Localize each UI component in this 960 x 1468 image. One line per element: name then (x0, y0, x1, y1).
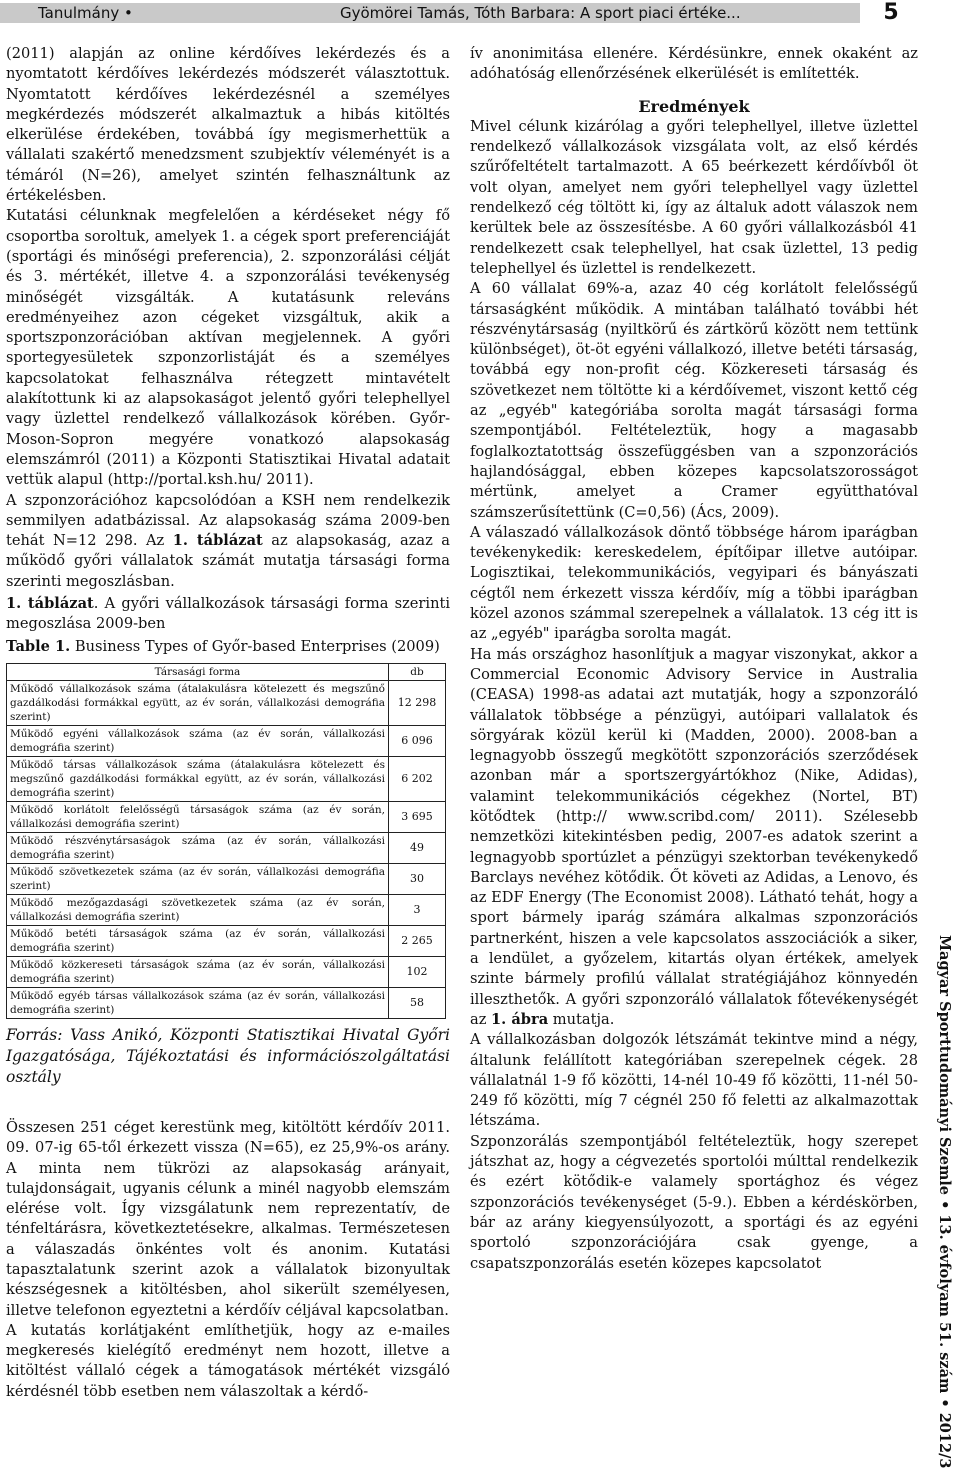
paragraph: Szponzorálás szempontjából feltételeztük, hogy szerepet játszhat az, hogy a cégvezetés sportolói múlttal rendelkezik és ezért kötődik-e valamely sportághoz és végez szponzorációs tevékenységet (5-9.). Ebben a kérdéskörben, bár az arány kiegyensúlyozott, a sportági és az egyéni sportoló szponzorációjára csak gyenge, a csapatszponzorálás esetén közepes kapcsolatot (470, 1132, 918, 1272)
count-cell: 3 695 (389, 801, 446, 832)
table-row (7, 832, 446, 863)
business-type-cell: Működő egyéb társas vállalkozások száma (az év során, vállalkozási demográfia szerint) (7, 987, 389, 1018)
paragraph: A 60 vállalat 69%-a, azaz 40 cég korlátolt felelősségű társaságként működik. A mintában található további hét részvénytársaság (nyiltkörű és zártkörű között nem tettünk különbséget), öt-öt egyéni vállalkozó, illetve betéti társaság, továbbá egy non-profit cég. Közkereseti társaság és szövetkezet nem töltötte ki a kérdőívemet, viszont kettő cég az „egyéb" kategóriába sorolta magát társasági forma szempontjából. Feltételeztük, hogy a magasabb foglalkoztatottság összefüggésben van a szponzorációs hajlandósággal, ebben közepes kapcsolatszorosságot mértünk, amelyet a Cramer együtthatóval számszerűsítettünk (C=0,56) (Ács, 2009). (470, 280, 918, 521)
paragraph: Mivel célunk kizárólag a győri telephellyel, illetve üzlettel rendelkező vállalkozások vizsgálata volt, az első kérdés szűrőfeltételt tartalmazott. A 65 beérkezett kérdőívből öt volt olyan, amelyet nem győri telephellyel vagy üzlettel rendelkező cég töltött ki, így az általuk adott válaszok nem kerültek bele az összesítésbe. A 60 győri vállalkozásból 41 rendelkezett csak telephellyel, hat csak üzlettel, 13 pedig telephellyel és üzlettel is rendelkezett. (470, 117, 918, 277)
table-row (7, 756, 446, 801)
table-row (7, 801, 446, 832)
table-row (7, 956, 446, 987)
business-type-cell: Működő egyéni vállalkozások száma (az év során, vállalkozási demográfia szerint) (7, 725, 389, 756)
paragraph (470, 645, 918, 1031)
journal-name: Magyar Sporttudományi Szemle • 13. évfolyam 51. szám • 2012/3 (936, 935, 953, 1468)
count-cell: 6 202 (389, 756, 446, 801)
right-column (470, 44, 918, 1274)
caption-text: . A győri vállalkozások társasági forma szerinti megoszlása 2009-ben (6, 595, 451, 633)
count-cell: 3 (389, 894, 446, 925)
paragraph: ív anonimitása ellenére. Kérdésünkre, ennek okaként az adóhatóság ellenőrzésének elkerülését is említették. (470, 45, 918, 83)
text: A szponzorációhoz kapcsolódóan a KSH nem rendelkezik semmilyen adatbázissal. Az alapsokaság száma 2009-ben tehát N=12 298. Az (6, 491, 450, 550)
business-type-cell: Működő társas vállalkozások száma (átalakulásra kötelezett és megszűnő gazdálkodási formákkal együtt, az év során, vállalkozási demográfia szerint) (7, 756, 389, 801)
table-row (7, 987, 446, 1018)
count-cell: 30 (389, 863, 446, 894)
count-cell: 2 265 (389, 925, 446, 956)
paragraph: (2011) alapján az online kérdőíves lekérdezés és a nyomtatott kérdőíves lekérdezés módszerét választottuk. Nyomtatott kérdőíves lekérdezésnél a személyes megkérdezés módszerét alkalmaztuk a hibás kitöltés elkerülése érdekében, továbbá így megismerhettük a vállalati szakértő menedzsment szubjektív véleményét is a témáról (N=26), amelyet szintén felhasználtunk az értékelésben. (6, 45, 450, 205)
table-row (7, 680, 446, 725)
table-row (7, 894, 446, 925)
enterprise-table (6, 663, 446, 1019)
table-row (7, 925, 446, 956)
figure-reference: 1. ábra (491, 1010, 549, 1028)
column-header: Társasági forma (7, 663, 389, 680)
business-type-cell: Működő mezőgazdasági szövetkezetek száma (az év során, vállalkozási demográfia szerint) (7, 894, 389, 925)
count-cell: 58 (389, 987, 446, 1018)
business-type-cell: Működő közkereseti társaságok száma (az év során, vállalkozási demográfia szerint) (7, 956, 389, 987)
table-caption-en (6, 637, 450, 657)
running-title: Gyömörei Tamás, Tóth Barbara: A sport piaci értéke... (340, 4, 741, 22)
paragraph: A válaszadó vállalkozások döntő többsége három iparágban tevékenykedik: kereskedelem, építőipar illetve autóipar. Logisztikai, telekommunikációs, vegyipari és bányászati cégtől nem érkezett vissza kérdőív, míg a többi iparágban közel azonos számmal szerepelnek a vállalatok. 13 cég itt is az „egyéb" iparágba sorolta magát. (470, 523, 918, 643)
section-heading: Eredmények (638, 96, 750, 116)
business-type-cell: Működő részvénytársaságok száma (az év során, vállalkozási demográfia szerint) (7, 832, 389, 863)
paragraph: Kutatási célunknak megfelelően a kérdéseket négy fő csoportba soroltuk, amelyek 1. a cégek sport preferenciáját (sportági és minőségi preferencia), 2. szponzorálási célját és 3. mértékét, illetve 4. a szponzorálási tevékenység minőségét vizsgálták. A kutatásunk releváns eredményeihez azon cégeket vizsgáltuk, akik a sportszponzorációban aktívan megjelennek. A győri sportegyesületek szponzorlistáját és a személyes kapcsolatokat felhasználva rétegzett mintavételt alakítottunk ki az alapsokaságot jelentő győri telephellyel vagy üzlettel rendelkező vállalkozások körében. Győr-Moson-Sopron megyére vonatkozó alapsokaság elemszámról (2011) a Központi Statisztikai Hivatal adatait vettük alapul (http://portal.ksh.hu/ 2011). (6, 207, 450, 489)
section-label: Tanulmány • (38, 4, 133, 22)
running-header (0, 0, 920, 25)
journal-side-text (933, 935, 957, 1468)
business-type-cell: Működő korlátolt felelősségű társaságok száma (az év során, vállalkozási demográfia szerint) (7, 801, 389, 832)
text: mutatja. (548, 1010, 615, 1028)
paragraph: Összesen 251 céget kerestünk meg, kitöltött kérdőív 2011. 09. 07-ig 65-től érkezett vissza (N=65), ez 25,9%-os arány. A minta nem tükrözi az alapsokaság arányait, tulajdonságait, ugyanis célunk a minél nagyobb elemszám elérése volt. Így vizsgálatunk nem reprezentatív, de ténfeltárásra, következtetésekre, alkalmas. Természetesen a válaszadás önkéntes volt és anonim. Kutatási tapasztalatunk szerint azok a vállalatok bizonyultak készségesnek a kitöltésben, ahol sikerült személyesen, illetve telefonon egyeztetni a kérdőív céljával kapcsolatban. (6, 1118, 450, 1319)
paragraph: A vállalkozásban dolgozók létszámát tekintve mind a négy, általunk felállított kategóriában szerepelnek cégek. 28 vállalatnál 1-9 fő közötti, 14-nél 10-49 fő közötti, 11-nél 50-249 fő közötti, míg 7 cégnél 250 fő feletti az alkalmazottak létszáma. (470, 1031, 918, 1130)
count-cell: 102 (389, 956, 446, 987)
business-type-cell: Működő betéti társaságok száma (az év során, vállalkozási demográfia szerint) (7, 925, 389, 956)
count-cell: 49 (389, 832, 446, 863)
business-type-cell: Működő szövetkezetek száma (az év során, vállalkozási demográfia szerint) (7, 863, 389, 894)
caption-label: 1. táblázat (6, 595, 94, 613)
count-cell: 6 096 (389, 725, 446, 756)
business-type-cell: Működő vállalkozások száma (átalakulásra kötelezett és megszűnő gazdálkodási formákkal együtt, az év során, vállalkozási demográfia szerint) (7, 680, 389, 725)
paragraph (6, 491, 450, 592)
table-reference: 1. táblázat (172, 532, 263, 550)
table-row (7, 863, 446, 894)
table-caption-hu (6, 594, 450, 635)
column-header: db (389, 663, 446, 680)
caption-text: Business Types of Győr-based Enterprises (2009) (70, 637, 440, 655)
count-cell: 12 298 (389, 680, 446, 725)
page-number: 5 (860, 0, 922, 26)
text: Ha más országhoz hasonlítjuk a magyar viszonykat, akkor a Commercial Economic Advisory Service in Australia (CEASA) 1998-as adatai azt mutatják, hogy a szponzoráló vállalatok többsége a pénzügyi, autóipari vallalatok és sörgyárak közül kerül ki (Madden, 2000). 2008-ban a legnagyobb összegű megkötött szponzorációs szerződések azonban már a sportszergyártókhoz (Nike, Adidas), valamint telekommunikációs cégekhez (Nortel, BT) kötődtek (http:// www.scribd.com/ 2011). Szélesebb nemzetközi kitekintésben pedig, 2007-es adatok szerint a legnagyobb sportúzlet a pénzügyi szektorban tevékenykedő Barclays nevéhez kötődik. Őt követi az Adidas, a Lenovo, és az EDF Energy (The Economist 2008). Látható tehát, hogy a sport bármely iparág számára alkalmas szponzorációs partnerként, hiszen a vele kapcsolatos asszociációk a siker, a lendület, a győzelem, kitartás olyan értékek, amelyek szinte bármely profilú vállalat stratégiájához könnyedén illeszthetők. A győri szponzoráló vállalatok főtevékenységét az (470, 645, 918, 1028)
text: az alapsokaság, azaz a működő győri vállalatok számát mutatja társasági forma szerinti megoszlásban. (6, 532, 451, 590)
table-row (7, 725, 446, 756)
table-source: Forrás: Vass Anikó, Központi Statisztikai Hivatal Győri Igazgatósága, Tájékoztatási és információszolgáltatási osztály (6, 1025, 450, 1086)
paragraph: A kutatás korlátjaként említhetjük, hogy az e-mailes megkeresés kielégítő eredményt nem hozott, illetve a kitöltést vállaló cégek a támogatások mértékét vizsgáló kérdésnél több esetben nem válaszoltak a kérdő- (6, 1321, 450, 1400)
caption-label: Table 1. (6, 637, 71, 655)
left-column (6, 44, 450, 1402)
